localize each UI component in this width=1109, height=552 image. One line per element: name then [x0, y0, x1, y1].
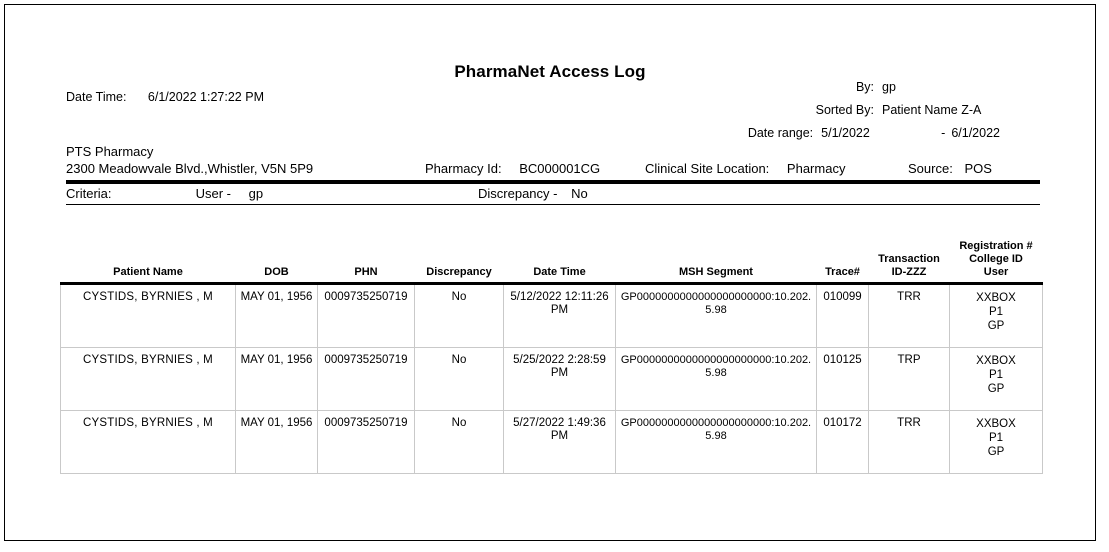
meta-date-range-dash: -: [941, 126, 946, 140]
pharmacy-id: [425, 161, 600, 176]
column-header-registration: [950, 240, 1043, 284]
source-label: Source:: [908, 161, 953, 176]
access-log-table: [60, 240, 1043, 474]
clinical-site-value: Pharmacy: [786, 161, 846, 176]
cell-registration-number: XXBOX: [976, 418, 1016, 430]
column-header-discrepancy: Discrepancy: [415, 240, 504, 284]
clinical-site-label: Clinical Site Location:: [645, 161, 770, 176]
cell-phn: 0009735250719: [318, 411, 415, 474]
criteria-user-label: User -: [195, 186, 232, 201]
criteria-discrepancy: [478, 186, 588, 201]
column-header-date-time: Date Time: [504, 240, 616, 284]
table-row: [61, 411, 1043, 474]
column-header-patient-name: Patient Name: [61, 240, 236, 284]
source-value: POS: [964, 161, 992, 176]
table-row: [61, 348, 1043, 411]
cell-patient-name: CYSTIDS, BYRNIES , M: [61, 284, 236, 348]
header-divider-thick: [66, 180, 1040, 184]
column-header-dob: DOB: [236, 240, 318, 284]
column-header-trace: Trace#: [817, 240, 869, 284]
pharmacy-name: PTS Pharmacy: [66, 144, 154, 159]
meta-by-label: By:: [855, 80, 874, 94]
access-log-table-body: [61, 284, 1043, 474]
source: [908, 161, 992, 176]
cell-trace: 010172: [817, 411, 869, 474]
column-header-registration-line1: Registration #: [959, 240, 1033, 252]
column-header-phn: PHN: [318, 240, 415, 284]
cell-registration: [950, 411, 1043, 474]
cell-msh-segment: GP0000000000000000000000:10.202.5.98: [616, 411, 817, 474]
cell-trace: 010125: [817, 348, 869, 411]
column-header-msh-segment: MSH Segment: [616, 240, 817, 284]
cell-user: GP: [987, 320, 1005, 332]
access-log-table-wrap: [60, 240, 1042, 474]
cell-patient-name: CYSTIDS, BYRNIES , M: [61, 411, 236, 474]
criteria-discrepancy-label: Discrepancy -: [478, 186, 558, 201]
meta-date-range: [748, 122, 1000, 145]
cell-registration-number: XXBOX: [976, 355, 1016, 367]
cell-transaction-id: TRP: [869, 348, 950, 411]
cell-msh-segment: GP0000000000000000000000:10.202.5.98: [616, 284, 817, 348]
column-header-registration-line3: User: [983, 266, 1009, 278]
criteria-label: Criteria:: [66, 186, 112, 201]
report-datetime-value: 6/1/2022 1:27:22 PM: [147, 90, 264, 104]
meta-date-range-to: 6/1/2022: [951, 126, 1000, 140]
cell-date-time: 5/27/2022 1:49:36 PM: [504, 411, 616, 474]
column-header-transaction-id: [869, 240, 950, 284]
cell-transaction-id: TRR: [869, 284, 950, 348]
cell-patient-name: CYSTIDS, BYRNIES , M: [61, 348, 236, 411]
cell-discrepancy: No: [415, 411, 504, 474]
cell-phn: 0009735250719: [318, 284, 415, 348]
cell-college-id: P1: [988, 369, 1004, 381]
meta-date-range-label: Date range:: [747, 126, 814, 140]
cell-registration: [950, 284, 1043, 348]
cell-college-id: P1: [988, 306, 1004, 318]
pharmacy-id-label: Pharmacy Id:: [425, 161, 502, 176]
meta-sorted-by: [748, 99, 1000, 122]
cell-transaction-id: TRR: [869, 411, 950, 474]
meta-date-range-from: 5/1/2022: [821, 126, 870, 140]
criteria-divider-thin: [66, 204, 1040, 205]
cell-phn: 0009735250719: [318, 348, 415, 411]
cell-registration-number: XXBOX: [976, 292, 1016, 304]
meta-sorted-by-label: Sorted By:: [815, 103, 874, 117]
cell-registration: [950, 348, 1043, 411]
page-title: PharmaNet Access Log: [454, 62, 646, 81]
cell-dob: MAY 01, 1956: [236, 348, 318, 411]
report-datetime-label: Date Time:: [66, 90, 127, 104]
table-header-row: [61, 240, 1043, 284]
pharmacy-address: 2300 Meadowvale Blvd.,Whistler, V5N 5P9: [66, 161, 314, 176]
cell-discrepancy: No: [415, 284, 504, 348]
table-row: [61, 284, 1043, 348]
cell-college-id: P1: [988, 432, 1004, 444]
meta-by-value: gp: [882, 80, 896, 94]
cell-trace: 010099: [817, 284, 869, 348]
cell-discrepancy: No: [415, 348, 504, 411]
cell-date-time: 5/25/2022 2:28:59 PM: [504, 348, 616, 411]
criteria: [66, 186, 263, 201]
cell-msh-segment: GP0000000000000000000000:10.202.5.98: [616, 348, 817, 411]
report-meta: [748, 76, 1000, 145]
cell-user: GP: [987, 446, 1005, 458]
column-header-transaction-id-line1: Transaction: [878, 253, 940, 265]
cell-dob: MAY 01, 1956: [236, 284, 318, 348]
report-datetime: [66, 90, 264, 104]
pharmacy-id-value: BC000001CG: [519, 161, 601, 176]
criteria-user-value: gp: [248, 186, 264, 201]
criteria-discrepancy-value: No: [571, 186, 588, 201]
meta-by: [748, 76, 1000, 99]
cell-date-time: 5/12/2022 12:11:26 PM: [504, 284, 616, 348]
meta-sorted-by-value: Patient Name Z-A: [882, 103, 982, 117]
clinical-site-location: [645, 161, 845, 176]
cell-dob: MAY 01, 1956: [236, 411, 318, 474]
column-header-transaction-id-line2: ID-ZZZ: [891, 266, 927, 278]
column-header-registration-line2: College ID: [969, 253, 1023, 265]
cell-user: GP: [987, 383, 1005, 395]
